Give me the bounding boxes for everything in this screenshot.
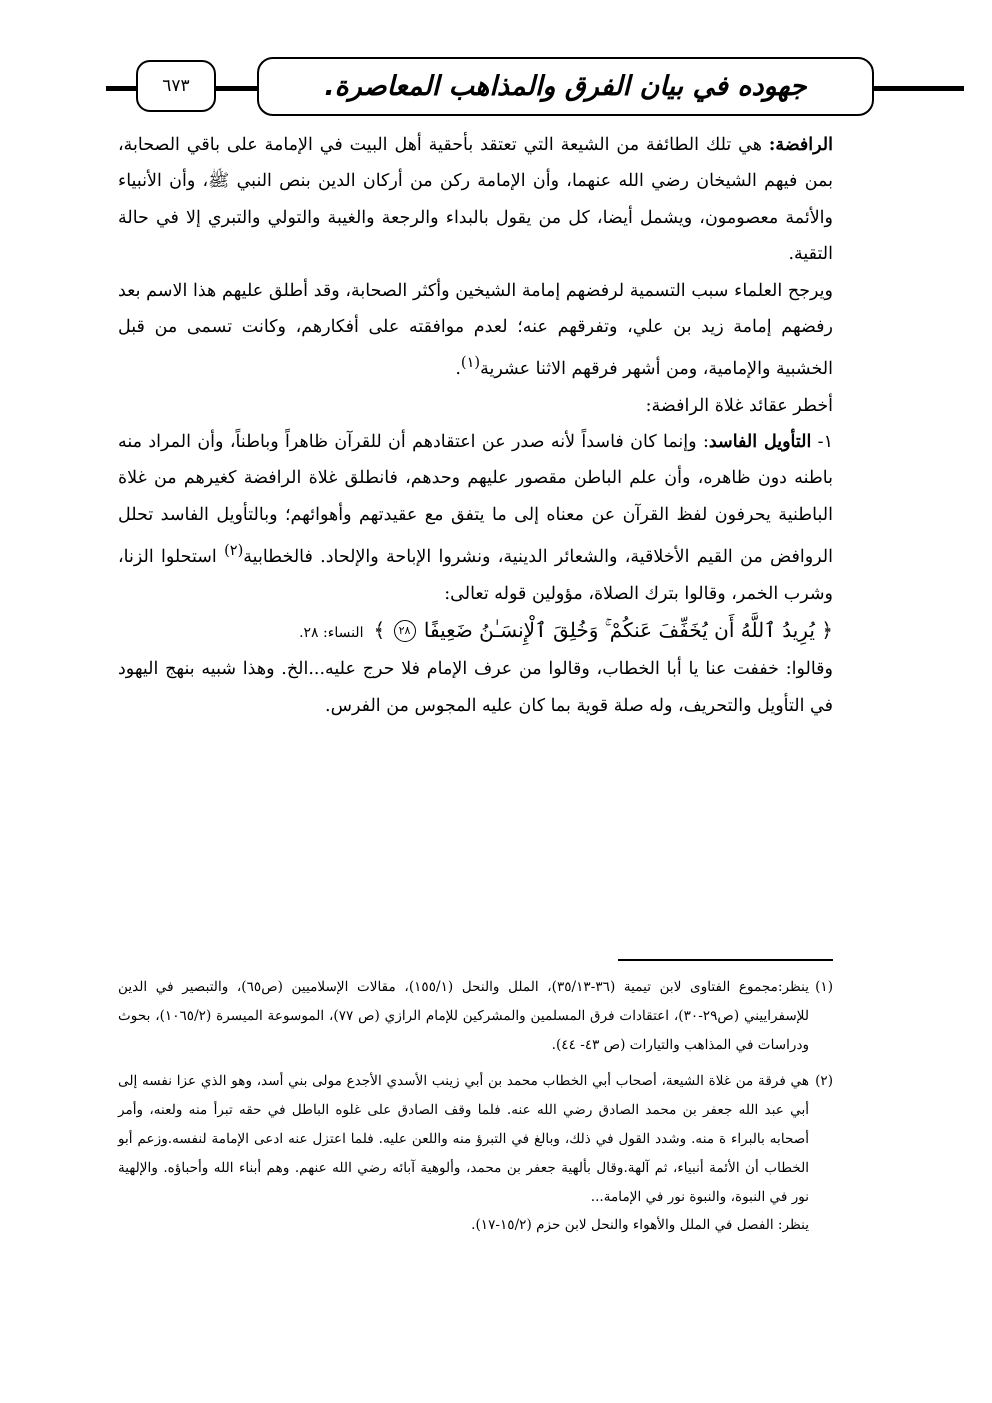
paragraph-heading-beliefs bbox=[118, 388, 833, 424]
quran-text: يُرِيدُ ٱللَّهُ أَن يُخَفِّفَ عَنكُمْ ۚ وَخُلِقَ ٱلْإِنسَـٰنُ ضَعِيفًا bbox=[423, 617, 815, 642]
paragraph-corrupt-interpretation: ١- التأويل الفاسد: وإنما كان فاسداً لأنه صدر عن اعتقادهم أن للقرآن ظاهراً وباطناً، وأن المراد منه باطنه دون ظاهره، وأن علم الباطن مقصور عليهم وحدهم، فانطلق غلاة الرافضة كغيرهم من غلاة الباطنية يحرفون لفظ القرآن عن معناه إلى ما يتفق مع عقيدتهم وأهوائهم؛ وبالتأويل الفاسد تحلل الروافض من القيم الأخلاقية، والشعائر الدينية، ونشروا الإباحة والإلحاد. فالخطابية$^{(٢)}$ استحلوا الزنا، وشرب الخمر، وقالوا بترك الصلاة، مؤولين قوله تعالى: bbox=[118, 432, 834, 604]
page-number: ٦٧٣ bbox=[136, 60, 216, 112]
section-heading: أخطر عقائد غلاة الرافضة: bbox=[645, 395, 833, 416]
footnote-number: (٢) bbox=[815, 1073, 833, 1090]
footnote-text: هي فرقة من غلاة الشيعة، أصحاب أبي الخطاب محمد بن أبي زينب الأسدي الأجدع مولى بني أسد، وهو الذي عزا نفسه إلى أبي عبد الله جعفر بن محمد الصادق رضي الله عنه. فلما وقف الصادق على غلوه الباطل في حقه تبرأ منه ولعنه، وأمر أصحابه بالبراء ة منه. وشدد القول في ذلك، وبالغ في التبرؤ منه واللعن عليه. فلما اعتزل عنه ادعى الإمامة لنفسه.وزعم أبو الخطاب أن الأئمة أنبياء، ثم آلهة.وقال بألهية جعفر بن محمد، وألوهية آبائه رضي الله عنهم. وهم أبناء الله وأحباؤه. والإلهية نور في النبوة، والنبوة نور في الإمامة... bbox=[118, 1073, 810, 1205]
quran-reference: النساء: ٢٨. bbox=[299, 624, 364, 641]
footnote-source: ينظر: الفصل في الملل والأهواء والنحل لابن حزم (١٥/٢-١٧). bbox=[471, 1217, 810, 1234]
paragraph-text: ويرجح العلماء سبب التسمية لرفضهم إمامة الشيخين وأكثر الصحابة، وقد أطلق عليهم هذا الاسم بعد رفضهم إمامة زيد بن علي، وتفرقهم عنه؛ لعدم موافقته على أفكارهم، وكانت تسمى من قبل الخشبية والإمامية، ومن أشهر فرقهم الاثنا عشرية bbox=[118, 280, 833, 380]
footnotes bbox=[118, 973, 833, 1248]
footnote-1 bbox=[118, 973, 833, 1059]
footnote-ref-2[interactable]: (٢) bbox=[224, 542, 244, 560]
ornate-bracket-close: ﴾ bbox=[373, 617, 386, 642]
term-rafida: الرافضة: bbox=[768, 135, 833, 155]
header-rule-right bbox=[872, 86, 964, 91]
ornate-bracket-open: ﴿ bbox=[821, 617, 833, 642]
paragraph-naming-reason: ويرجح العلماء سبب التسمية لرفضهم إمامة الشيخين وأكثر الصحابة، وقد أطلق عليهم هذا الاسم بعد رفضهم إمامة زيد بن علي، وتفرقهم عنه؛ لعدم موافقته على أفكارهم، وكانت تسمى من قبل الخشبية والإمامية، ومن أشهر فرقهم الاثنا عشرية$^{(١)}$. bbox=[118, 280, 833, 380]
paragraph-text: : وإنما كان فاسداً لأنه صدر عن اعتقادهم أن للقرآن ظاهراً وباطناً، وأن المراد منه باطنه دون ظاهره، وأن علم الباطن مقصور عليهم وحدهم، فانطلق غلاة الرافضة كغيرهم من غلاة الباطنية يحرفون لفظ القرآن عن معناه إلى ما يتفق مع عقيدتهم وأهوائهم؛ وبالتأويل الفاسد تحلل الروافض من القيم الأخلاقية، والشعائر الدينية، ونشروا الإباحة والإلحاد. فالخطابية bbox=[118, 432, 834, 568]
paragraph-rafida-definition bbox=[118, 127, 833, 273]
footnote-2 bbox=[118, 1067, 833, 1240]
footnote-separator bbox=[618, 959, 833, 961]
footnote-text: ينظر:مجموع الفتاوى لابن تيمية (٣٦-٣٥/١٣)، الملل والنحل (١٥٥/١)، مقالات الإسلاميين (ص٦٥)، والتبصير في الدين للإسفراييني (ص٢٩-٣٠)، اعتقادات فرق المسلمين والمشركين للإمام الرازي (ص ٧٧)، الموسوعة الميسرة (١٠٦٥/٢)، بحوث ودراسات في المذاهب والتيارات (ص ٤٣- ٤٤). bbox=[118, 979, 810, 1053]
footnote-ref-1[interactable]: (١) bbox=[460, 354, 481, 372]
running-title: جهوده في بيان الفرق والمذاهب المعاصرة. bbox=[257, 57, 874, 116]
main-text bbox=[118, 127, 833, 724]
paragraph-khattabiyya bbox=[118, 651, 833, 724]
header-rule-left bbox=[106, 86, 136, 91]
paragraph-text: وقالوا: خففت عنا يا أبا الخطاب، وقالوا من عرف الإمام فلا حرج عليه...الخ. وهذا شبيه بنهج اليهود في التأويل والتحريف، وله صلة قوية بما كان عليه المجوس من الفرس. bbox=[118, 659, 833, 716]
verse-number-icon: ٢٨ bbox=[394, 620, 416, 642]
header-rule-middle bbox=[216, 86, 258, 91]
footnote-number: (١) bbox=[815, 979, 833, 995]
quran-verse bbox=[118, 612, 833, 651]
paragraph-text: هي تلك الطائفة من الشيعة التي تعتقد بأحقية أهل البيت في الإمامة على باقي الصحابة، بمن فيهم الشيخان رضي الله عنهما، وأن الإمامة ركن من أركان الدين بنص النبي ﷺ، وأن الأنبياء والأئمة معصومون، ويشمل أيضا، كل من يقول بالبداء والرجعة والغيبة والتولي والتبري إلا في حالة التقية. bbox=[118, 135, 833, 265]
quran-text-block bbox=[373, 612, 833, 648]
list-number: ١- bbox=[811, 432, 834, 453]
term-corrupt-interpretation: التأويل الفاسد bbox=[708, 432, 812, 453]
